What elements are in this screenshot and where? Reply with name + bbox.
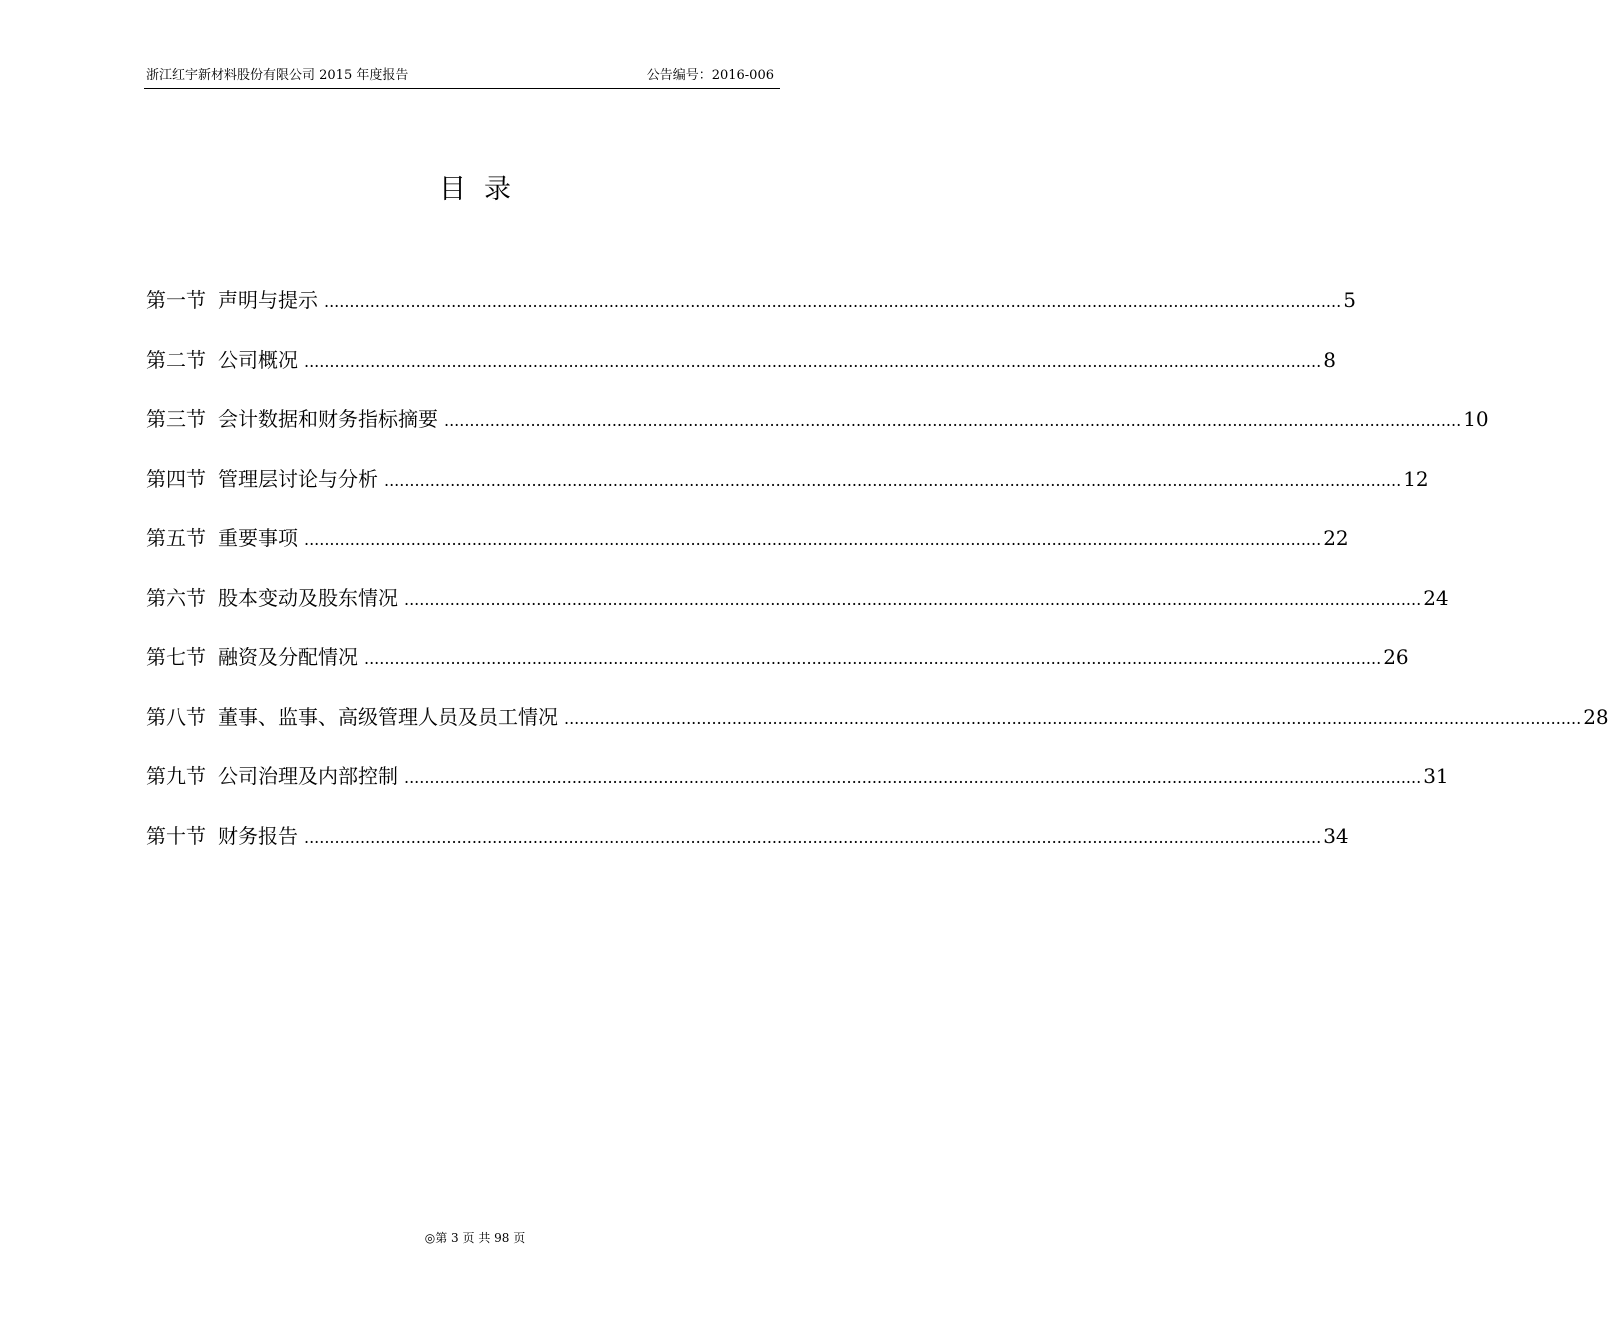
toc-section-label: 融资及分配情况: [218, 645, 358, 669]
toc-section-label: 董事、监事、高级管理人员及员工情况: [218, 704, 558, 729]
toc-entry[interactable]: [146, 463, 1429, 523]
toc-entry[interactable]: [146, 344, 1336, 404]
toc-page-number: 5: [1343, 288, 1356, 312]
toc-page-number: 22: [1323, 526, 1349, 550]
toc-page-number: 8: [1323, 347, 1336, 372]
toc-page-number: 12: [1403, 466, 1429, 491]
toc-section-number: 第三节: [146, 407, 206, 431]
toc-entry[interactable]: [146, 820, 1349, 880]
toc-dot-leader: ........................................................................................................................................................................................................: [564, 708, 1582, 728]
toc-dot-leader: ........................................................................................................................................................................................................: [404, 768, 1422, 787]
toc-page-number: 28: [1583, 704, 1609, 729]
toc-dot-leader: ........................................................................................................................................................................................................: [324, 292, 1342, 311]
toc-section-number: 第四节: [146, 466, 206, 491]
toc-entry[interactable]: [146, 641, 1409, 701]
toc-entry[interactable]: [146, 403, 1489, 463]
toc-entry[interactable]: [146, 582, 1449, 642]
header-company-report: 浙江红宇新材料股份有限公司 2015 年度报告: [146, 68, 409, 83]
toc-section-number: 第八节: [146, 704, 206, 729]
page-header: [144, 66, 780, 89]
toc-section-label: 会计数据和财务指标摘要: [218, 407, 438, 431]
toc-section-label: 公司概况: [218, 347, 298, 372]
toc-dot-leader: ........................................................................................................................................................................................................: [364, 649, 1382, 668]
table-of-contents: [146, 284, 1609, 879]
toc-section-number: 第九节: [146, 764, 206, 788]
toc-dot-leader: ........................................................................................................................................................................................................: [384, 470, 1402, 490]
toc-dot-leader: ........................................................................................................................................................................................................: [404, 589, 1422, 609]
toc-section-number: 第五节: [146, 526, 206, 550]
toc-section-number: 第十节: [146, 823, 206, 848]
toc-section-number: 第一节: [146, 288, 206, 312]
toc-section-number: 第二节: [146, 347, 206, 372]
toc-dot-leader: ........................................................................................................................................................................................................: [304, 827, 1322, 847]
toc-page-number: 10: [1463, 407, 1489, 431]
header-announcement-number: 公告编号：2016-006: [646, 68, 774, 83]
toc-title: 目录: [439, 174, 529, 205]
toc-entry[interactable]: [146, 522, 1349, 582]
toc-section-label: 股本变动及股东情况: [218, 585, 398, 610]
toc-page-number: 34: [1323, 823, 1349, 848]
toc-page-number: 24: [1423, 585, 1449, 610]
toc-section-label: 管理层讨论与分析: [218, 466, 378, 491]
toc-section-label: 财务报告: [218, 823, 298, 848]
toc-page-number: 26: [1383, 645, 1409, 669]
page-footer: ◎第 3 页 共 98 页: [424, 1231, 526, 1245]
toc-entry[interactable]: [146, 760, 1449, 820]
toc-section-label: 重要事项: [218, 526, 298, 550]
toc-section-label: 声明与提示: [218, 288, 318, 312]
toc-entry[interactable]: [146, 701, 1609, 761]
toc-page-number: 31: [1423, 764, 1449, 788]
toc-section-number: 第六节: [146, 585, 206, 610]
toc-section-number: 第七节: [146, 645, 206, 669]
toc-entry[interactable]: [146, 284, 1356, 344]
toc-dot-leader: ........................................................................................................................................................................................................: [304, 351, 1322, 371]
toc-dot-leader: ........................................................................................................................................................................................................: [444, 411, 1462, 430]
toc-dot-leader: ........................................................................................................................................................................................................: [304, 530, 1322, 549]
toc-section-label: 公司治理及内部控制: [218, 764, 398, 788]
